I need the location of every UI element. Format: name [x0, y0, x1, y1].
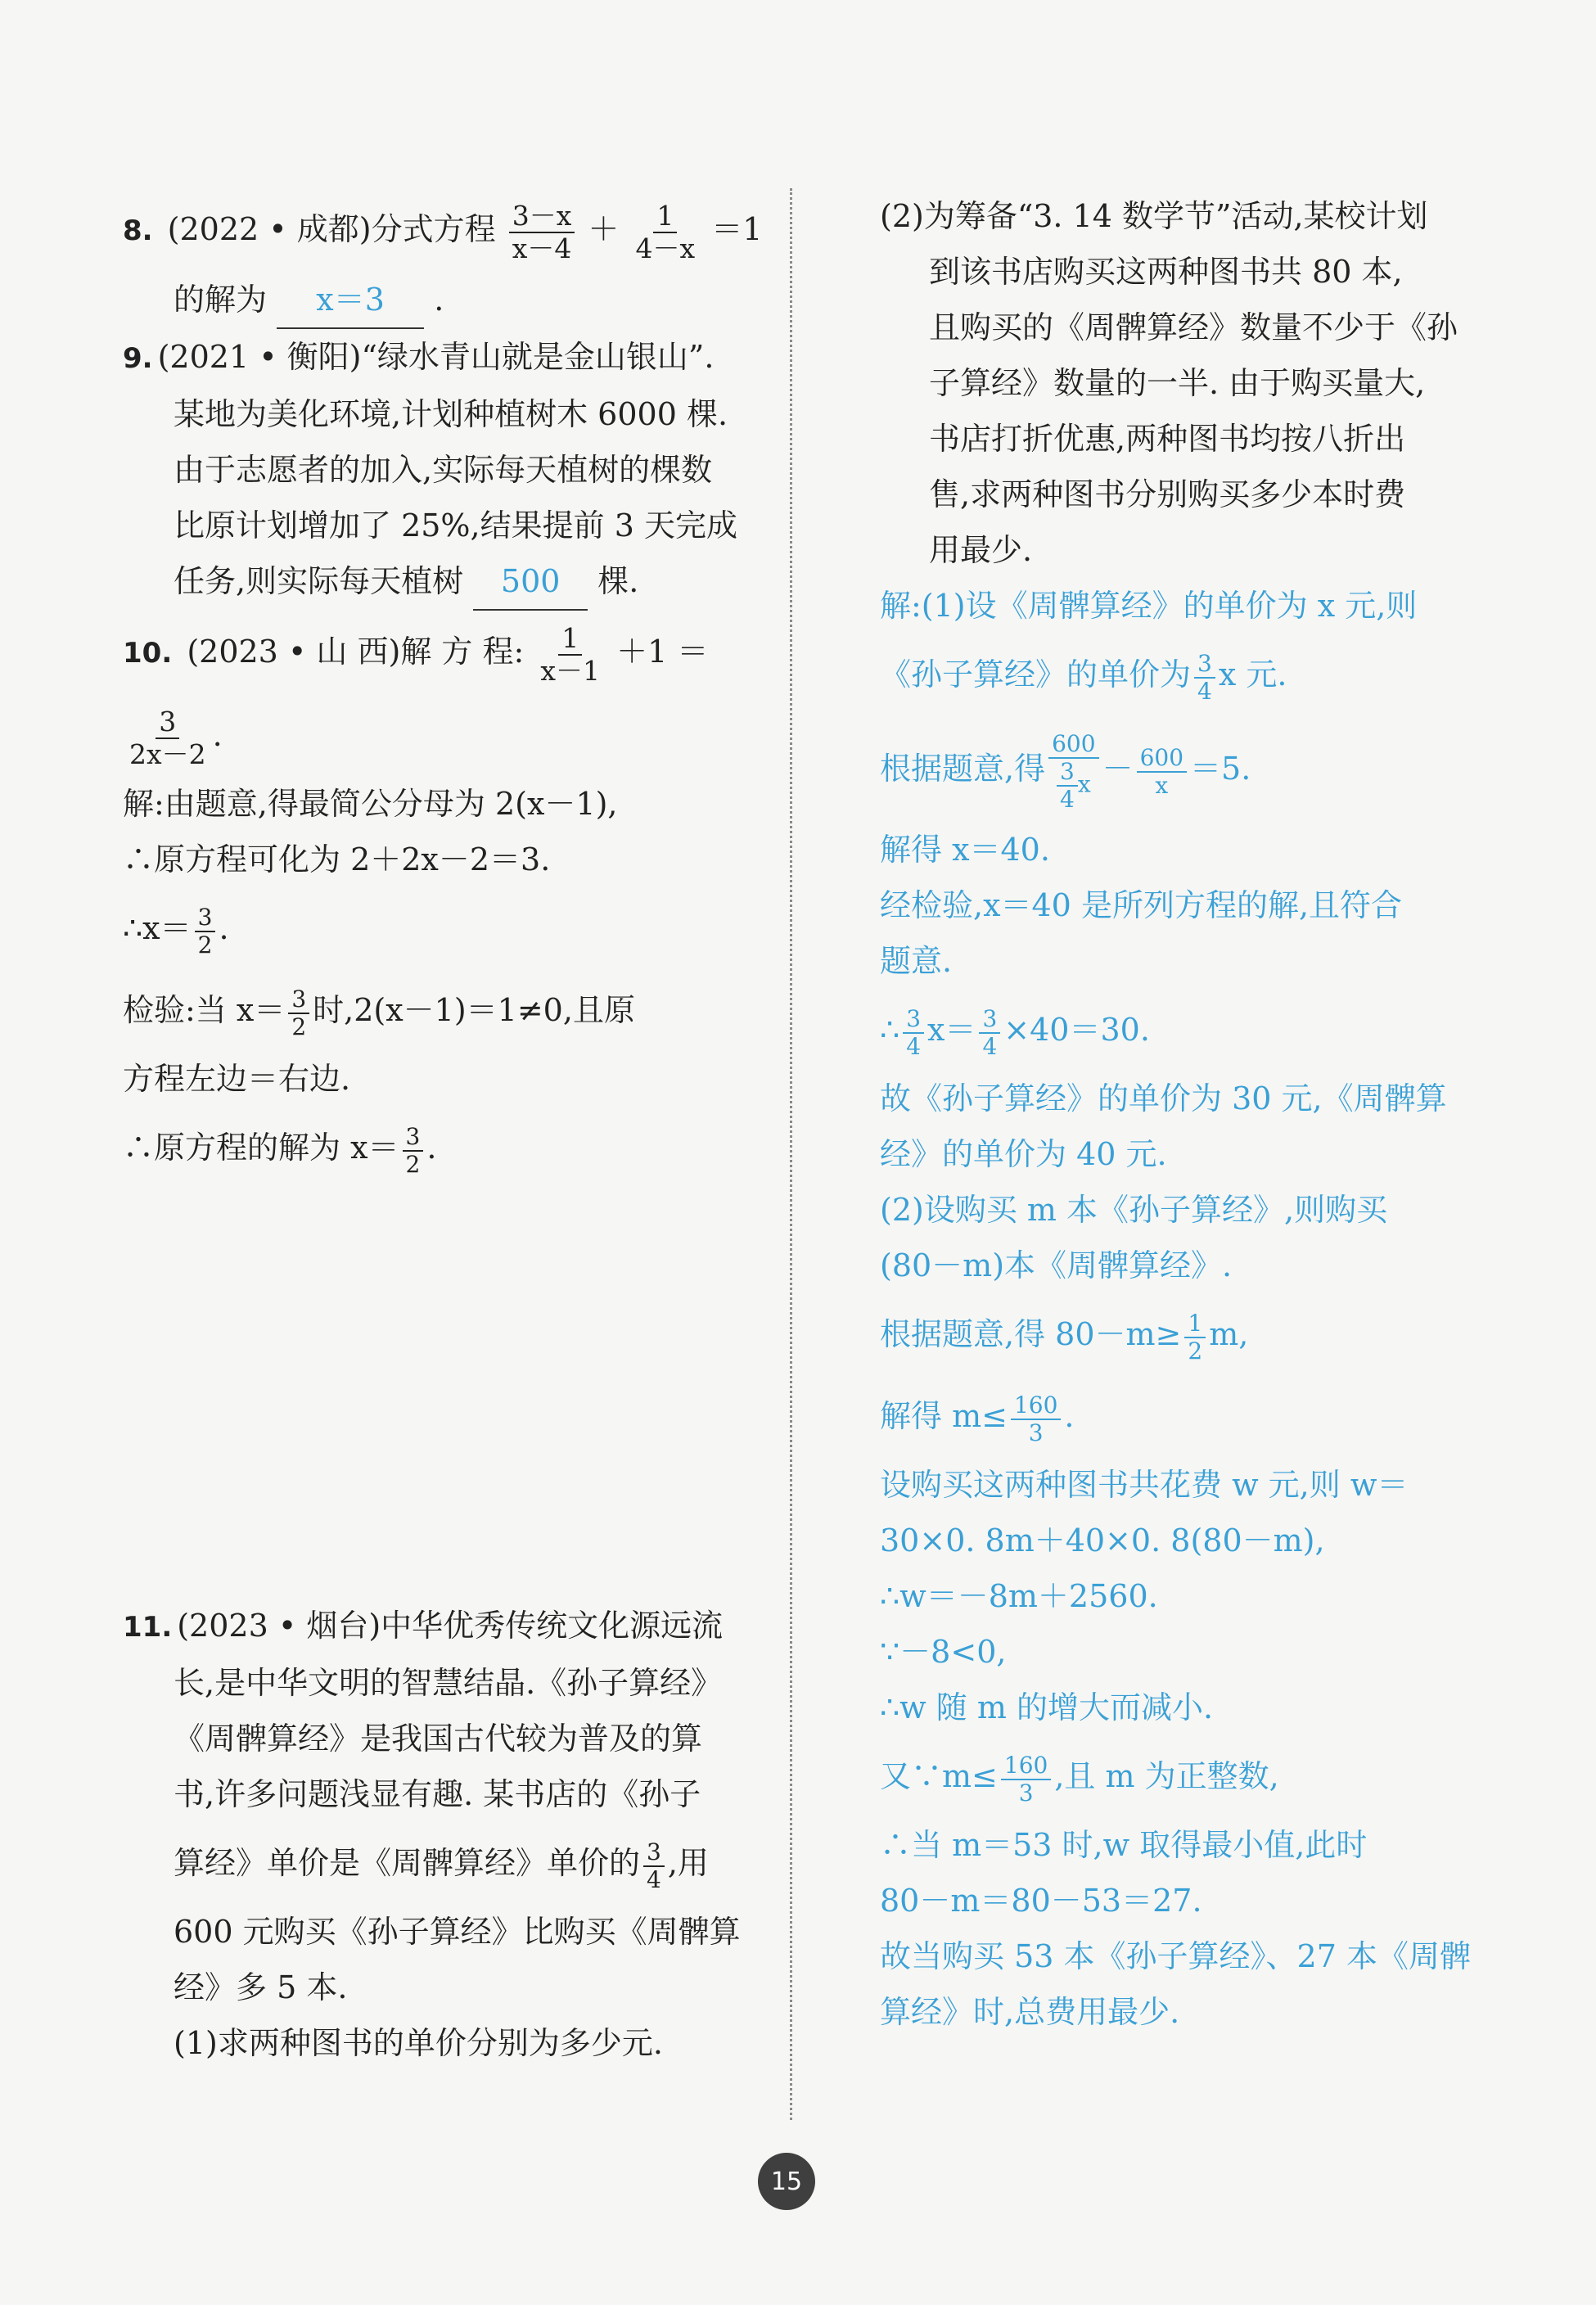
question-11: 11. (2023 • 烟台)中华优秀传统文化源远流 长,是中华文明的智慧结晶.《孙子算经》 《周髀算经》是我国古代较为普及的算 书,许多问题浅显有趣. 某书店的《孙子 算经》单价是《周髀算经》单价的 $\frac{3}{4}$ ,用 600 元购买《孙子算经》比购买《周髀算 经》多 5 本. (1)求两种图书的单价分别为多少元.	[123, 1608, 741, 2061]
question-number: 9.	[123, 342, 153, 375]
question-9: 9. (2021 • 衡阳)“绿水青山就是金山银山”. 某地为美化环境,计划种植树木 6000 棵. 由于志愿者的加入,实际每天植树的棵数 比原计划增加了 25%,结果提前 3 天完成 任务,则实际每天植树 500 棵.	[123, 329, 761, 611]
question-number: 11.	[123, 1611, 173, 1644]
left-column	[123, 188, 761, 2071]
page-number-badge: 15	[758, 2153, 815, 2210]
question-number: 8.	[123, 214, 153, 247]
question-11-part-2: (2)为筹备“3. 14 数学节”活动,某校计划 到该书店购买这两种图书共 80 本, 且购买的《周髀算经》数量不少于《孙 子算经》数量的一半. 由于购买量大, 书店打折优惠,两种图书均按八折出 售,求两种图书分别购买多少本时费 用最少.	[880, 198, 1458, 568]
fraction: $\frac{3}{2x-2}$	[129, 705, 206, 770]
column-divider	[790, 188, 792, 2120]
answer-blank: 500	[473, 553, 588, 611]
fraction: $\frac{1}{4-x}$	[635, 199, 696, 264]
solution-11: 解:(1)设《周髀算经》的单价为 x 元,则 《孙子算经》的单价为 $\frac{3}{4}$ x 元. 根据题意,得 600 $\frac{3}{4}$ x － $\frac{600}{x}$ ＝5. 解得 x＝40. 经检验,x＝40 是所列方程的解,且符合 题意. ∴ $\frac{3}{4}$ x＝ $\frac{3}{4}$ ×40＝30. 故《孙子算经》的单价为 30 元,《周髀算 经》的单价为 40 元. (2)设购买 m 本《孙子算经》,则购买 (80－m)本《周髀算经》. 根据题意,得 80－m≥ $\frac{1}{2}$ m, 解得 m≤ $\frac{160}{3}$ . 设购买这两种图书共花费 w 元,则 w＝ 30×0. 8m＋40×0. 8(80－m), ∴w＝－8m＋2560. ∵－8<0, ∴w 随 m 的增大而减小. 又∵m≤ $\frac{160}{3}$ ,且 m 为正整数, ∴当 m＝53 时,w 取得最小值,此时 80－m＝80－53＝27. 故当购买 53 本《孙子算经》、27 本《周髀 算经》时,总费用最少.	[880, 588, 1471, 2030]
right-column	[880, 188, 1469, 2040]
answer-blank: x＝3	[277, 272, 424, 329]
fraction: $\frac{3-x}{x-4}$	[509, 201, 575, 264]
question-number: 10.	[123, 637, 173, 670]
question-8: 8. (2022 • 成都)分式方程 $\frac{3-x}{x-4}$ ＋ $\frac{1}{4-x}$ ＝1 的解为 x＝3 .	[123, 188, 761, 329]
fraction: $\frac{1}{x-1}$	[540, 621, 601, 687]
solution-10: 解:由题意,得最简公分母为 2(x－1), ∴原方程可化为 2＋2x－2＝3. ∴x＝ $\frac{3}{2}$ . 检验:当 x＝ $\frac{3}{2}$ 时,2(x－1)＝1≠0,且原 方程左边＝右边. ∴原方程的解为 x＝ $\frac{3}{2}$ .	[123, 786, 635, 1178]
question-10: 10. (2023 • 山 西)解 方 程: $\frac{1}{x-1}$ ＋1 ＝ $\frac{3}{2x-2}$ . 解:由题意,得最简公分母为 2(x－1), ∴原方程可化为 2＋2x－2＝3. ∴x＝ $\frac{3}{2}$ . 检验:当 x＝ $\frac{3}{2}$ 时,2(x－1)＝1≠0,且原 方程左边＝右边. ∴原方程的解为 x＝ $\frac{3}{2}$ .	[123, 611, 761, 1189]
